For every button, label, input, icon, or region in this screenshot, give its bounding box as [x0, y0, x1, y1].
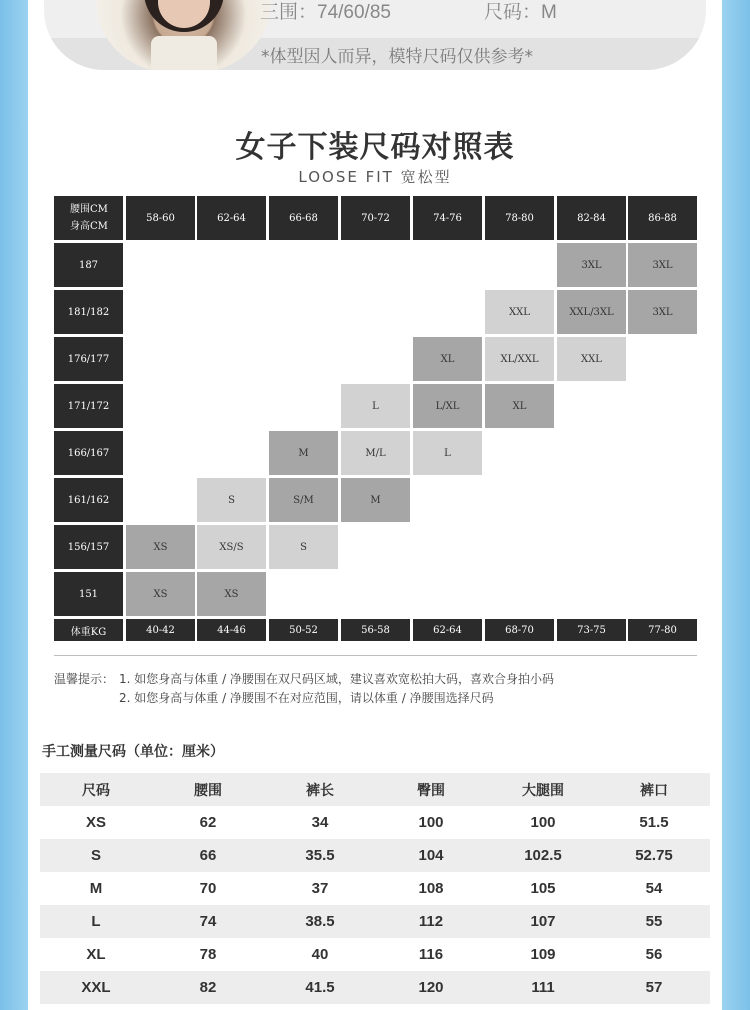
- waist-header: 74-76: [413, 196, 482, 240]
- measure-cell: 109: [530, 946, 556, 963]
- measure-row: [40, 905, 710, 938]
- size-cell: L/XL: [413, 384, 482, 428]
- measure-header-cell: 裤口: [640, 782, 668, 799]
- weight-header: 40-42: [126, 619, 195, 641]
- measure-cell: 35.5: [305, 847, 335, 864]
- measure-cell: 55: [645, 913, 663, 930]
- model-size: 尺码：M: [484, 2, 557, 23]
- measure-row: [40, 872, 710, 905]
- chart-title: 女子下装尺码对照表: [235, 130, 515, 165]
- size-cell: M: [341, 478, 410, 522]
- measure-cell: 112: [418, 913, 444, 930]
- height-header: 156/157: [54, 525, 123, 569]
- measure-cell: 70: [199, 880, 217, 897]
- size-cell: XL: [485, 384, 554, 428]
- waist-header: 58-60: [126, 196, 195, 240]
- measure-cell: 82: [199, 979, 217, 996]
- height-header: 176/177: [54, 337, 123, 381]
- measure-header-row: [40, 773, 710, 806]
- model-measurements: 三围：74/60/85: [260, 2, 391, 23]
- weight-header: 44-46: [197, 619, 266, 641]
- waist-header: 62-64: [197, 196, 266, 240]
- height-header: 181/182: [54, 290, 123, 334]
- measure-header-cell: 裤长: [306, 782, 334, 799]
- size-cell: L: [413, 431, 482, 475]
- waist-header: 78-80: [485, 196, 554, 240]
- measure-table-title: 手工测量尺码（单位：厘米）: [42, 744, 224, 760]
- waist-header: 70-72: [341, 196, 410, 240]
- measure-cell: 78: [199, 946, 217, 963]
- measure-cell: 107: [530, 913, 556, 930]
- size-cell: S/M: [269, 478, 338, 522]
- chart-corner-label: [54, 196, 123, 240]
- size-cell: 3XL: [628, 290, 697, 334]
- size-cell: XS: [126, 525, 195, 569]
- measure-cell: 100: [418, 814, 444, 831]
- measure-cell: 54: [645, 880, 663, 897]
- measure-cell: 100: [530, 814, 556, 831]
- measure-cell: 40: [311, 946, 329, 963]
- height-header: 151: [54, 572, 123, 616]
- measure-cell: XL: [86, 946, 106, 963]
- size-cell: M: [269, 431, 338, 475]
- measure-cell: M: [89, 880, 103, 897]
- measure-row: [40, 938, 710, 971]
- corner-height-label: 身高CM: [70, 221, 108, 232]
- weight-header: 56-58: [341, 619, 410, 641]
- size-cell: S: [197, 478, 266, 522]
- size-cell: S: [269, 525, 338, 569]
- corner-waist-label: 腰围CM: [70, 204, 108, 215]
- measure-header-cell: 腰围: [194, 782, 222, 799]
- measure-cell: 57: [645, 979, 663, 996]
- size-cell: XXL: [557, 337, 626, 381]
- height-header: 171/172: [54, 384, 123, 428]
- waist-header: 66-68: [269, 196, 338, 240]
- measure-cell: L: [91, 913, 101, 930]
- model-collar: [151, 36, 217, 70]
- measure-cell: 52.75: [635, 847, 673, 864]
- tip-line-1: 1. 如您身高与体重 / 净腰围在双尺码区域，建议喜欢宽松拍大码，喜欢合身拍小码: [119, 672, 554, 686]
- weight-label: 体重KG: [54, 619, 123, 641]
- size-cell: XS/S: [197, 525, 266, 569]
- tip-label: 温馨提示：: [54, 672, 115, 686]
- measure-header-cell: 大腿围: [522, 782, 564, 799]
- size-cell: XXL/3XL: [557, 290, 626, 334]
- measure-cell: 108: [418, 880, 444, 897]
- measure-row: [40, 971, 710, 1004]
- weight-header: 73-75: [557, 619, 626, 641]
- size-cell: XS: [197, 572, 266, 616]
- measure-cell: XS: [85, 814, 106, 831]
- measure-cell: 56: [645, 946, 663, 963]
- measure-cell: 41.5: [305, 979, 335, 996]
- measure-cell: 105: [530, 880, 556, 897]
- size-cell: L: [341, 384, 410, 428]
- divider: [54, 655, 697, 656]
- weight-header: 62-64: [413, 619, 482, 641]
- measure-cell: 111: [531, 979, 555, 996]
- size-cell: XL/XXL: [485, 337, 554, 381]
- chart-subtitle: LOOSE FIT 宽松型: [298, 168, 452, 186]
- height-header: 166/167: [54, 431, 123, 475]
- measure-header-cell: 臀围: [417, 782, 445, 799]
- measure-cell: 66: [199, 847, 217, 864]
- measure-row: [40, 806, 710, 839]
- measure-cell: 38.5: [305, 913, 335, 930]
- size-cell: XXL: [485, 290, 554, 334]
- size-cell: 3XL: [628, 243, 697, 287]
- measure-cell: S: [90, 847, 101, 864]
- measure-cell: 34: [311, 814, 329, 831]
- weight-header: 77-80: [628, 619, 697, 641]
- waist-header: 86-88: [628, 196, 697, 240]
- measure-cell: 51.5: [639, 814, 669, 831]
- size-cell: XL: [413, 337, 482, 381]
- measure-cell: 102.5: [524, 847, 562, 864]
- weight-header: 50-52: [269, 619, 338, 641]
- size-cell: 3XL: [557, 243, 626, 287]
- waist-header: 82-84: [557, 196, 626, 240]
- measure-row: [40, 839, 710, 872]
- measure-table: [40, 773, 710, 1004]
- measure-cell: 104: [418, 847, 444, 864]
- model-note: *体型因人而异，模特尺码仅供参考*: [261, 47, 533, 67]
- measure-cell: 120: [418, 979, 444, 996]
- weight-header: 68-70: [485, 619, 554, 641]
- measure-cell: 74: [199, 913, 217, 930]
- measure-header-cell: 尺码: [82, 782, 110, 799]
- size-cell: XS: [126, 572, 195, 616]
- measure-cell: 37: [311, 880, 329, 897]
- tip-line-2: 2. 如您身高与体重 / 净腰围不在对应范围，请以体重 / 净腰围选择尺码: [119, 691, 494, 705]
- measure-cell: 62: [199, 814, 217, 831]
- size-cell: M/L: [341, 431, 410, 475]
- height-header: 187: [54, 243, 123, 287]
- measure-cell: 116: [418, 946, 444, 963]
- measure-cell: XXL: [81, 979, 111, 996]
- height-header: 161/162: [54, 478, 123, 522]
